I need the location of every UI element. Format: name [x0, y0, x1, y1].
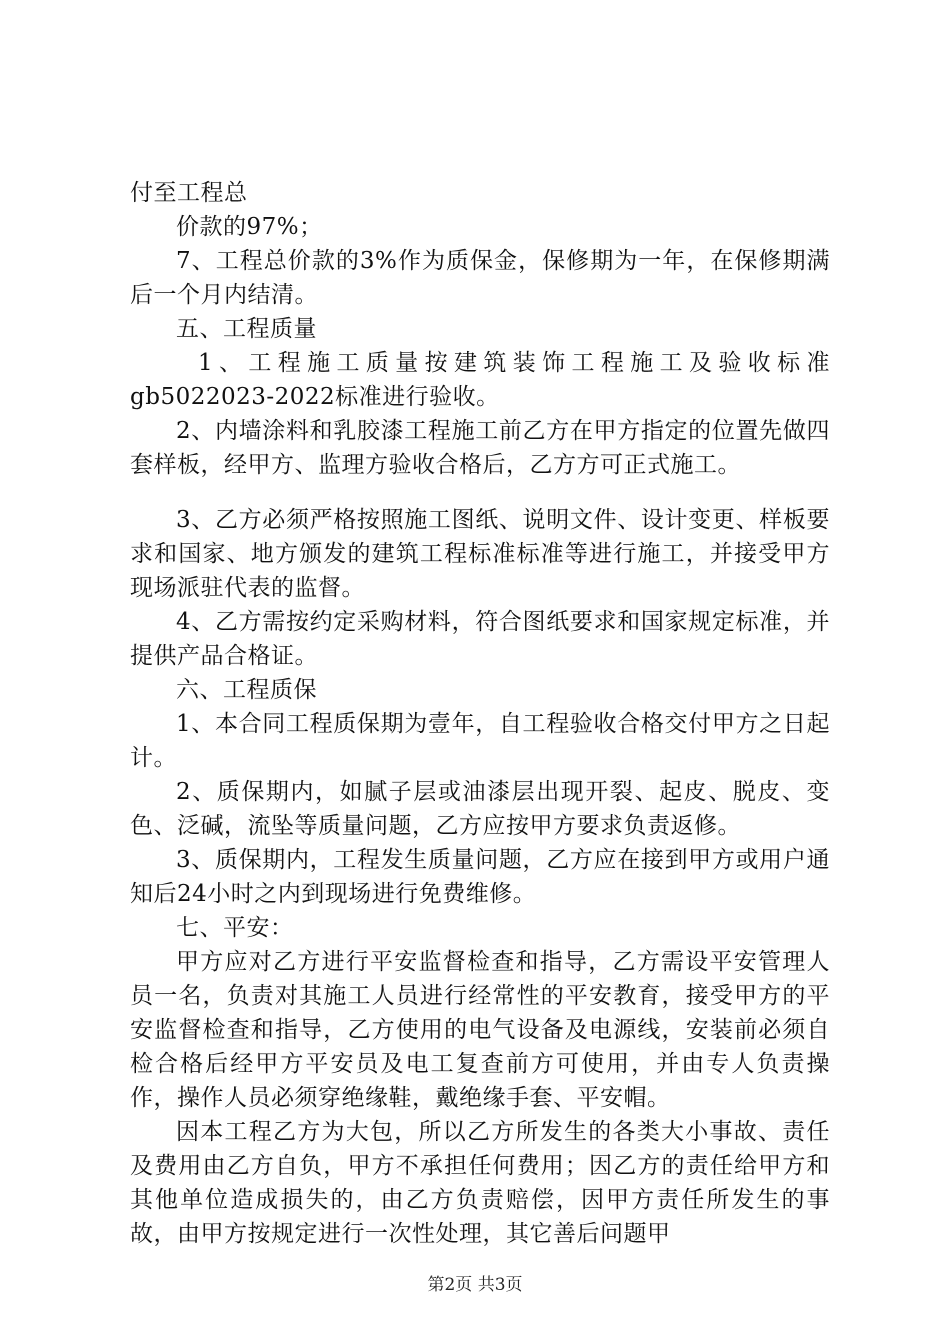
paragraph-gap	[130, 482, 830, 503]
section-heading-quality: 五、工程质量	[176, 316, 317, 342]
paragraph-warranty-2: 2、质保期内，如腻子层或油漆层出现开裂、起皮、脱皮、变色、泛碱，流坠等质量问题，乙方应按甲方要求负责返修。	[130, 779, 830, 839]
paragraph-quality-1: 1、工程施工质量按建筑装饰工程施工及验收标准gb5022023-2022标准进行验收。	[130, 350, 830, 410]
section-heading-safety: 七、平安：	[176, 915, 294, 941]
section-heading-warranty: 六、工程质保	[176, 677, 317, 703]
paragraph-safety-2: 因本工程乙方为大包，所以乙方所发生的各类大小事故、责任及费用由乙方自负，甲方不承担任何费用；因乙方的责任给甲方和其他单位造成损失的，由乙方负责赔偿，因甲方责任所发生的事故，由甲方按规定进行一次性处理，其它善后问题甲	[130, 1119, 830, 1247]
document-body	[130, 176, 830, 1251]
paragraph-warranty-3: 3、质保期内，工程发生质量问题，乙方应在接到甲方或用户通知后24小时之内到现场进行免费维修。	[130, 847, 830, 907]
paragraph-quality-4: 4、乙方需按约定采购材料，符合图纸要求和国家规定标准，并提供产品合格证。	[130, 609, 830, 669]
paragraph-quality-2: 2、内墙涂料和乳胶漆工程施工前乙方在甲方指定的位置先做四套样板，经甲方、监理方验收合格后，乙方方可正式施工。	[130, 418, 830, 478]
paragraph-warranty-1: 1、本合同工程质保期为壹年，自工程验收合格交付甲方之日起计。	[130, 711, 830, 771]
paragraph-continuation: 付至工程总	[130, 180, 248, 206]
paragraph-continuation-2: 价款的97%；	[176, 214, 323, 240]
paragraph-item-7: 7、工程总价款的3%作为质保金，保修期为一年，在保修期满后一个月内结清。	[130, 248, 830, 308]
paragraph-safety-1: 甲方应对乙方进行平安监督检查和指导，乙方需设平安管理人员一名，负责对其施工人员进行经常性的平安教育，接受甲方的平安监督检查和指导，乙方使用的电气设备及电源线，安装前必须自检合格后经甲方平安员及电工复查前方可使用，并由专人负责操作，操作人员必须穿绝缘鞋，戴绝缘手套、平安帽。	[130, 949, 830, 1111]
paragraph-quality-3: 3、乙方必须严格按照施工图纸、说明文件、设计变更、样板要求和国家、地方颁发的建筑工程标准标准等进行施工，并接受甲方现场派驻代表的监督。	[130, 507, 830, 601]
page-number-footer: 第2页 共3页	[427, 1275, 523, 1295]
